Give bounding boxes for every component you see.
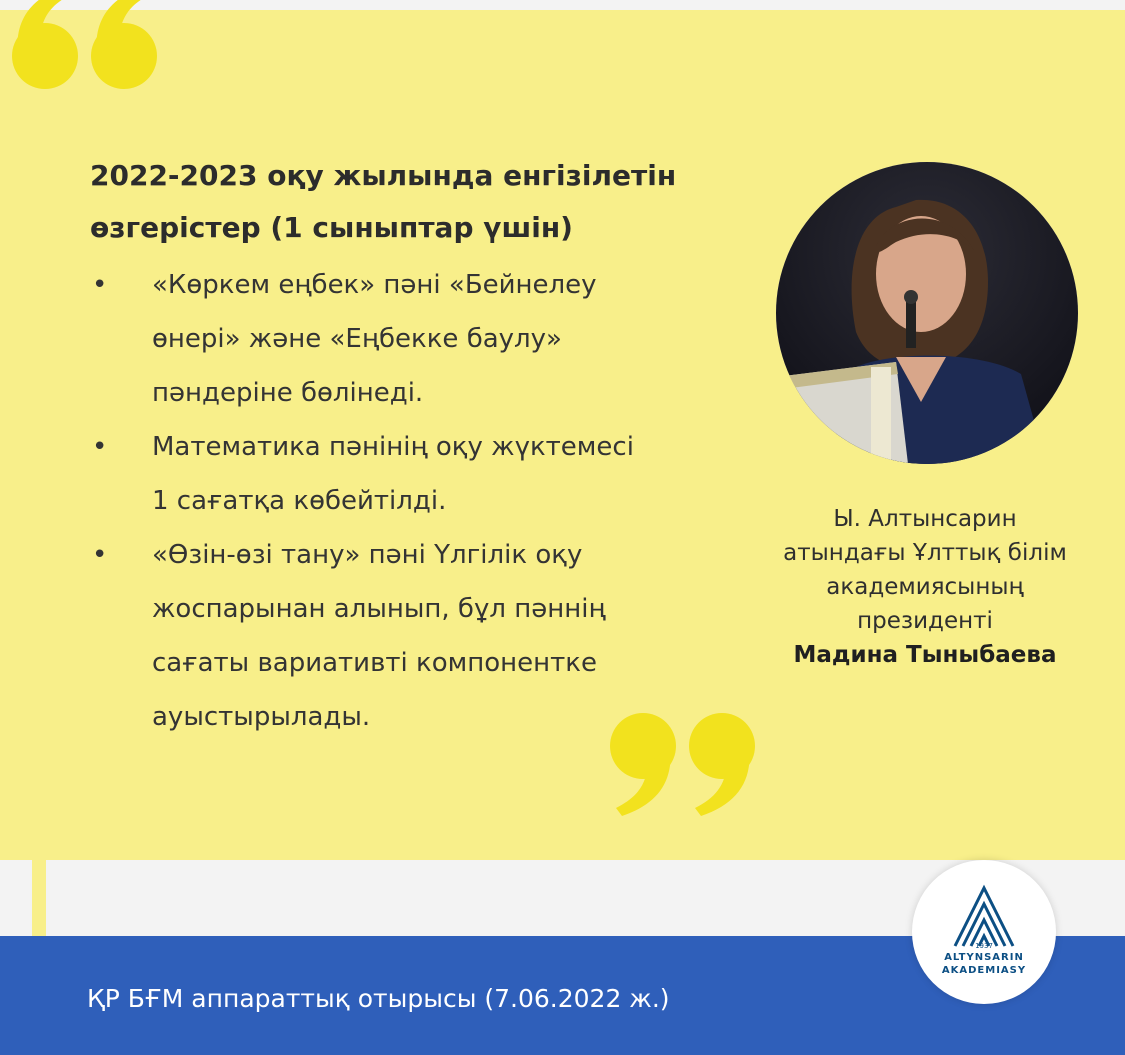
title-line-1: 2022-2023 оқу жылында енгізілетін — [90, 159, 677, 192]
footer-caption: ҚР БҒМ аппараттық отырысы (7.06.2022 ж.) — [87, 984, 670, 1013]
bullet-line: Математика пәнінің оқу жүктемесі — [152, 432, 634, 462]
caption-line: академиясының — [826, 574, 1024, 600]
bullet-line: ауыстырылады. — [152, 702, 371, 732]
bullet-line: «Көркем еңбек» пәні «Бейнелеу — [152, 270, 597, 300]
changes-list — [90, 258, 730, 744]
bullet-line: «Өзін-өзі тану» пәні Үлгілік оқу — [152, 540, 583, 570]
closing-quote-icon — [598, 706, 778, 816]
list-item — [90, 258, 730, 420]
title-line-2: өзгерістер (1 сыныптар үшін) — [90, 211, 573, 244]
bullet-line: пәндеріне бөлінеді. — [152, 378, 424, 408]
opening-quote-icon — [0, 0, 180, 96]
bullet-marker: • — [92, 432, 108, 462]
caption-line: Ы. Алтынсарин — [833, 506, 1017, 532]
list-item — [90, 420, 730, 528]
logo-wordmark-line-2: AKADEMIASY — [941, 965, 1027, 976]
logo-wordmark-line-1: ALTYNSARIN — [944, 952, 1024, 963]
caption-line: президенті — [857, 608, 993, 634]
speaker-name: Мадина Тыныбаева — [793, 642, 1057, 668]
logo-year: 1937 — [975, 942, 993, 950]
bullet-line: өнері» және «Еңбекке баулу» — [152, 324, 562, 354]
page-title — [90, 150, 730, 254]
bullet-line: 1 сағатқа көбейтілді. — [152, 486, 447, 516]
bullet-line: сағаты вариативті компонентке — [152, 648, 598, 678]
speaker-portrait-image — [776, 162, 1078, 464]
altynsarin-logo — [912, 860, 1056, 1004]
bullet-marker: • — [92, 270, 108, 300]
bullet-marker: • — [92, 540, 108, 570]
caption-line: атындағы Ұлттық білім — [783, 540, 1067, 566]
speaker-caption — [740, 502, 1110, 672]
bullet-line: жоспарынан алынып, бұл пәннің — [152, 594, 606, 624]
yellow-accent-strip — [32, 860, 46, 938]
speaker-portrait — [776, 162, 1078, 464]
